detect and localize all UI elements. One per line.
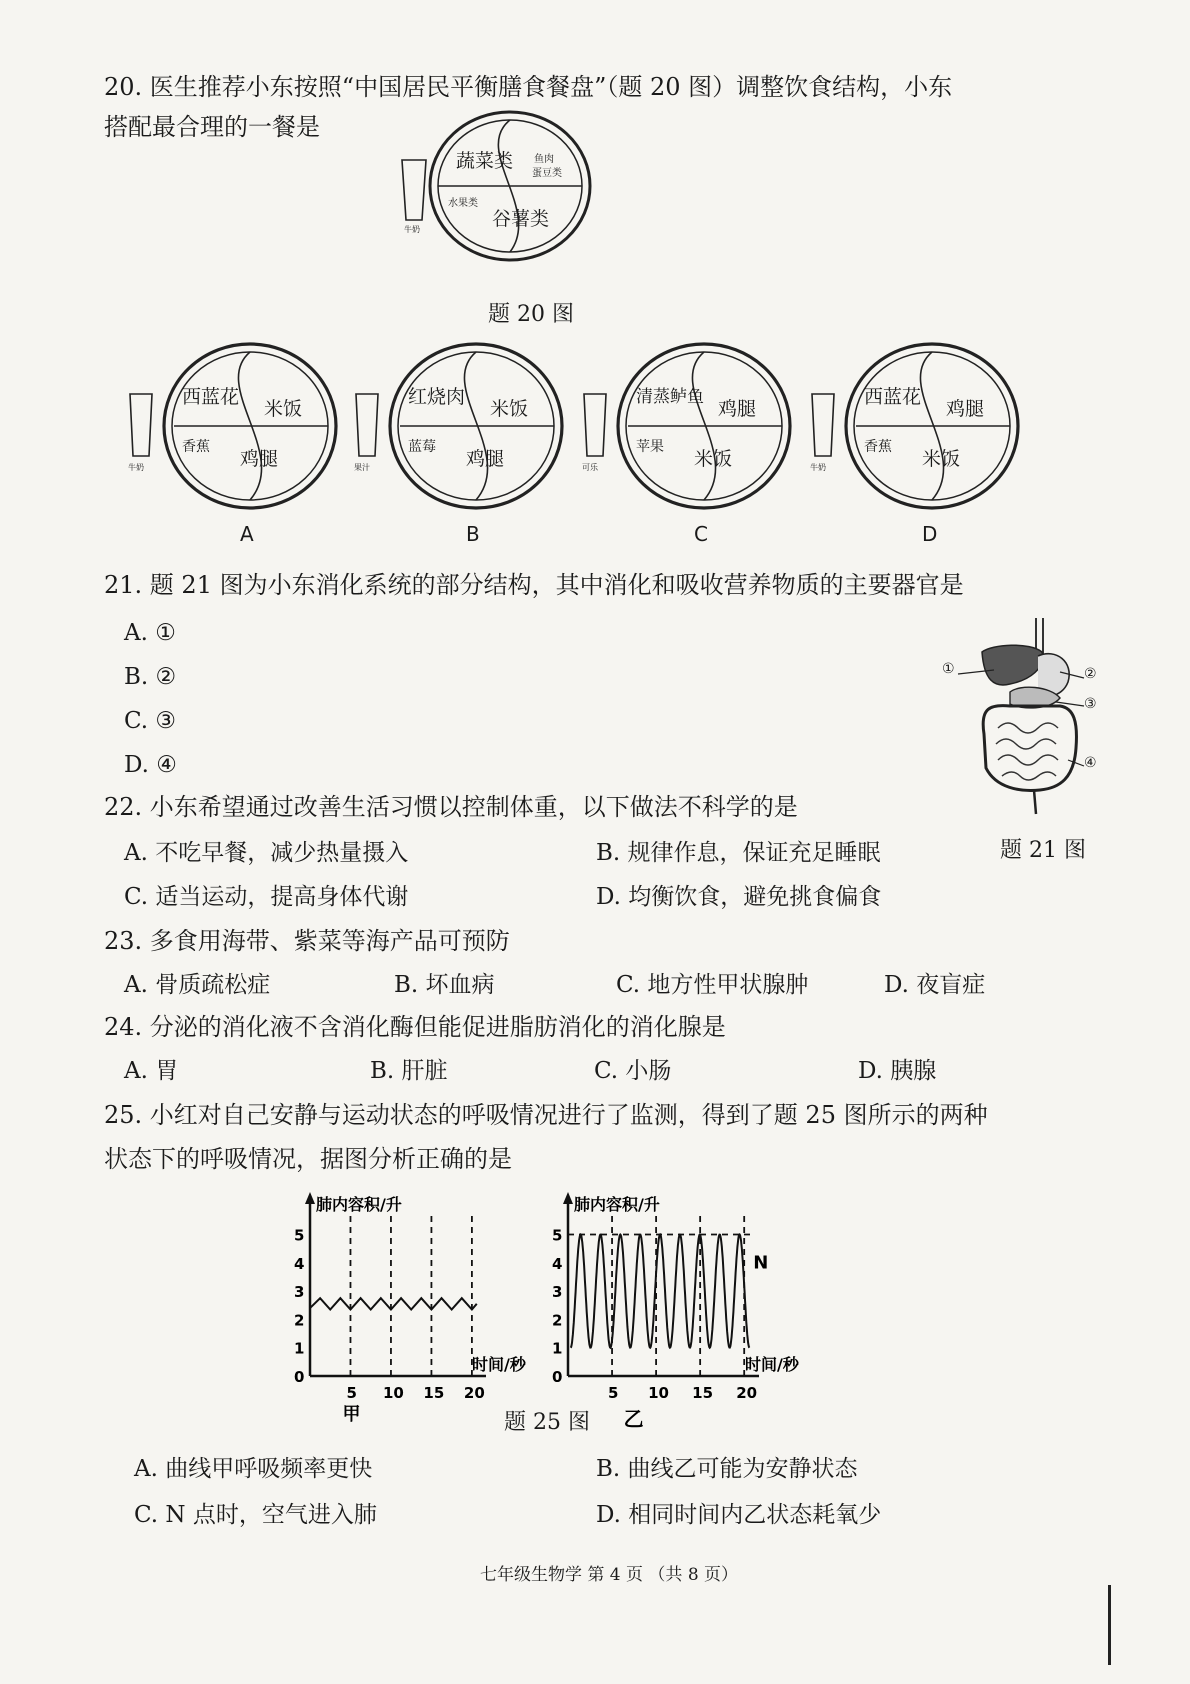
q24-option-a[interactable]: A. 胃 — [124, 1058, 179, 1084]
q22-option-d[interactable]: D. 均衡饮食，避免挑食偏食 — [596, 884, 882, 910]
digestive-system-drawing — [950, 618, 1100, 818]
y-axis-label: 肺内容积/升 — [574, 1195, 660, 1214]
q22-stem: 22. 小东希望通过改善生活习惯以控制体重，以下做法不科学的是 — [104, 793, 798, 821]
option-plate-bottom-left: 苹果 — [636, 439, 664, 455]
reference-plate-figure — [392, 110, 592, 270]
x-tick-label: 5 — [346, 1384, 357, 1402]
q25-option-a[interactable]: A. 曲线甲呼吸频率更快 — [134, 1456, 373, 1482]
q23-option-b[interactable]: B. 坏血病 — [394, 972, 495, 998]
x-axis-label: 时间/秒 — [472, 1355, 526, 1374]
q22-option-b[interactable]: B. 规律作息，保证充足睡眠 — [596, 840, 881, 866]
y-tick-label: 4 — [552, 1254, 563, 1273]
option-plate-top-left: 清蒸鲈鱼 — [636, 387, 704, 407]
q23-option-d[interactable]: D. 夜盲症 — [884, 972, 986, 998]
option-plate-letter: C — [694, 522, 708, 546]
q24-option-d[interactable]: D. 胰腺 — [858, 1058, 937, 1084]
option-plate-bottom-right: 米饭 — [694, 448, 733, 470]
y-tick-label: 1 — [552, 1339, 563, 1358]
reference-plate-br: 谷薯类 — [492, 208, 550, 230]
x-tick-label: 20 — [736, 1384, 758, 1402]
x-tick-label: 15 — [423, 1384, 445, 1402]
q25-option-b[interactable]: B. 曲线乙可能为安静状态 — [596, 1456, 858, 1482]
option-plate-bottom-left: 蓝莓 — [408, 439, 436, 455]
point-label-n: N — [753, 1252, 769, 1274]
x-tick-label: 5 — [608, 1384, 619, 1402]
y-tick-label: 4 — [294, 1254, 305, 1273]
marker-2: ② — [1084, 666, 1097, 682]
breathing-curve-yi — [571, 1235, 750, 1348]
q21-stem: 21. 题 21 图为小东消化系统的部分结构，其中消化和吸收营养物质的主要器官是 — [104, 571, 964, 599]
reference-plate-tr-1: 鱼肉 — [534, 154, 554, 165]
q25-stem-line2: 状态下的呼吸情况，据图分析正确的是 — [104, 1145, 512, 1173]
q25-figure-caption: 题 25 图 — [504, 1410, 590, 1435]
option-plate-bottom-right: 米饭 — [922, 448, 961, 470]
marker-1: ① — [942, 661, 955, 677]
q23-stem: 23. 多食用海带、紫菜等海产品可预防 — [104, 927, 510, 955]
chart-jia — [282, 1186, 526, 1425]
x-tick-label: 15 — [692, 1384, 714, 1402]
q20-stem-line2: 搭配最合理的一餐是 — [104, 113, 320, 141]
reference-plate-tr-2: 蛋豆类 — [532, 168, 562, 179]
q21-option-a[interactable]: A. ① — [124, 620, 176, 646]
y-tick-label: 2 — [294, 1311, 305, 1330]
y-axis-arrow — [305, 1192, 315, 1204]
option-plate-drawing — [124, 334, 344, 524]
option-plate-drawing — [578, 334, 798, 524]
breathing-curve-jia — [310, 1298, 477, 1309]
y-tick-label: 2 — [552, 1311, 563, 1330]
option-plate-top-right: 鸡腿 — [946, 398, 985, 420]
option-plate-letter: A — [240, 522, 254, 546]
x-axis-label: 时间/秒 — [745, 1355, 799, 1374]
option-plate-drawing — [350, 334, 570, 524]
option-plate-top-right: 鸡腿 — [718, 398, 757, 420]
q23-option-a[interactable]: A. 骨质疏松症 — [124, 972, 271, 998]
q22-option-a[interactable]: A. 不吃早餐，减少热量摄入 — [124, 840, 409, 866]
option-plate-b — [350, 334, 570, 544]
option-plate-cup-label: 牛奶 — [810, 463, 826, 472]
q21-figure-caption: 题 21 图 — [1000, 838, 1086, 863]
q24-option-b[interactable]: B. 肝脏 — [370, 1058, 448, 1084]
option-plate-top-left: 西蓝花 — [182, 386, 240, 408]
x-tick-label: 10 — [648, 1384, 669, 1402]
reference-cup-label: 牛奶 — [404, 225, 420, 234]
marker-3: ③ — [1084, 696, 1097, 712]
y-tick-label: 5 — [294, 1226, 305, 1245]
q24-stem: 24. 分泌的消化液不含消化酶但能促进脂肪消化的消化腺是 — [104, 1013, 726, 1041]
reference-plate-bl: 水果类 — [448, 198, 478, 209]
option-plate-d — [806, 334, 1026, 544]
option-plate-bottom-left: 香蕉 — [864, 439, 892, 455]
chart-yi — [540, 1186, 800, 1431]
y-tick-label: 1 — [294, 1339, 305, 1358]
reference-plate-drawing — [392, 110, 592, 270]
y-tick-label: 3 — [552, 1283, 563, 1302]
option-plate-cup-label: 牛奶 — [128, 463, 144, 472]
marker-4: ④ — [1084, 755, 1097, 771]
page-footer: 七年级生物学 第 4 页 （共 8 页） — [480, 1565, 739, 1585]
q21-option-c[interactable]: C. ③ — [124, 708, 177, 734]
chart-name-jia: 甲 — [342, 1404, 361, 1425]
digestive-system-figure — [942, 618, 1100, 818]
option-plate-top-right: 米饭 — [264, 398, 303, 420]
reference-plate-tl: 蔬菜类 — [456, 150, 514, 172]
q25-stem-line1: 25. 小红对自己安静与运动状态的呼吸情况进行了监测，得到了题 25 图所示的两种 — [104, 1101, 988, 1129]
y-axis-label: 肺内容积/升 — [316, 1195, 402, 1214]
option-plate-top-right: 米饭 — [490, 398, 529, 420]
q25-option-c[interactable]: C. N 点时，空气进入肺 — [134, 1502, 377, 1528]
option-plate-letter: B — [466, 522, 480, 546]
q23-option-c[interactable]: C. 地方性甲状腺肿 — [616, 972, 809, 998]
q20-figure-caption: 题 20 图 — [488, 302, 574, 327]
option-plate-drawing — [806, 334, 1026, 524]
option-plate-top-left: 红烧肉 — [408, 386, 466, 408]
option-plate-bottom-right: 鸡腿 — [466, 448, 505, 470]
q21-option-d[interactable]: D. ④ — [124, 752, 177, 778]
q25-option-d[interactable]: D. 相同时间内乙状态耗氧少 — [596, 1502, 882, 1528]
q24-option-c[interactable]: C. 小肠 — [594, 1058, 672, 1084]
option-plate-a — [124, 334, 344, 544]
option-plate-top-left: 西蓝花 — [864, 386, 922, 408]
option-plate-cup-label: 可乐 — [582, 463, 598, 472]
option-plate-cup-label: 果汁 — [354, 463, 370, 472]
option-plate-c — [578, 334, 798, 544]
y-tick-label: 3 — [294, 1283, 305, 1302]
x-tick-label: 20 — [463, 1384, 485, 1402]
chart-name-yi: 乙 — [623, 1407, 644, 1431]
y-tick-label: 0 — [294, 1368, 305, 1386]
option-plate-bottom-left: 香蕉 — [182, 439, 210, 455]
y-tick-label: 5 — [552, 1226, 563, 1245]
edge-mark — [1108, 1585, 1111, 1665]
option-plate-bottom-right: 鸡腿 — [240, 448, 279, 470]
y-axis-arrow — [563, 1192, 573, 1204]
x-tick-label: 10 — [382, 1384, 404, 1402]
q21-option-b[interactable]: B. ② — [124, 664, 177, 690]
y-tick-label: 0 — [552, 1368, 563, 1386]
q22-option-c[interactable]: C. 适当运动，提高身体代谢 — [124, 884, 409, 910]
option-plate-letter: D — [922, 522, 938, 546]
q20-stem-line1: 20. 医生推荐小东按照“中国居民平衡膳食餐盘”（题 20 图）调整饮食结构，小东 — [104, 73, 953, 101]
